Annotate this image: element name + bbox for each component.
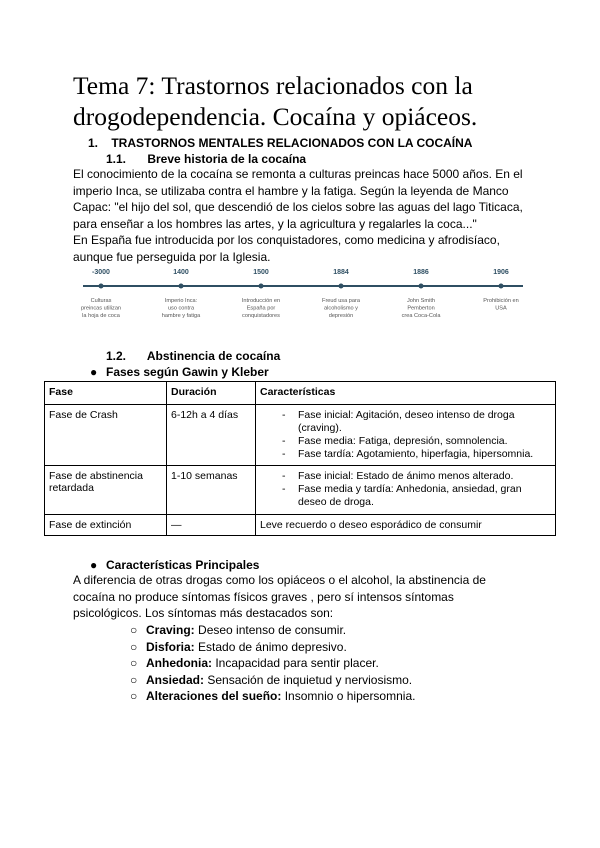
- section-1-2-number: 1.2.: [106, 349, 127, 363]
- cell-caracteristicas: Leve recuerdo o deseo esporádico de consumir: [256, 515, 556, 536]
- table-row: [45, 405, 556, 466]
- list-item: [130, 688, 415, 705]
- timeline-caption: Pemberton: [407, 305, 435, 312]
- timeline-year: 1500: [253, 269, 269, 276]
- section-1-number: 1.: [88, 136, 99, 150]
- symptom-desc: Deseo intenso de consumir.: [198, 623, 347, 637]
- table-row: [45, 515, 556, 536]
- cell-fase: Fase de abstinencia retardada: [45, 466, 167, 515]
- timeline-year: 1884: [333, 269, 349, 276]
- section-1-1-heading: [106, 152, 306, 166]
- cell-duracion: 1-10 semanas: [167, 466, 256, 515]
- circle-bullet-icon: ○: [130, 656, 138, 670]
- symptom-desc: Incapacidad para sentir placer.: [215, 656, 379, 670]
- text-line: imperio Inca, se utilizaba contra el hambre y la fatiga. Según la leyenda de Manco: [73, 183, 509, 198]
- list-item: [130, 655, 415, 672]
- bullet-caracteristicas: [90, 558, 259, 572]
- bullet-dot: ●: [90, 365, 98, 379]
- timeline-marker: [179, 284, 184, 289]
- text-line: En España fue introducida por los conquistadores, como medicina y afrodisíaco,: [73, 233, 500, 247]
- list-item: [130, 622, 415, 639]
- timeline-marker: [339, 284, 344, 289]
- timeline-year: 1906: [493, 269, 509, 276]
- timeline-caption: preincas utilizan: [80, 305, 122, 312]
- timeline-caption: USA: [495, 305, 507, 312]
- section-1-1-number: 1.1.: [106, 152, 127, 166]
- text-line: cocaína no produce síntomas físicos graves , pero sí intensos síntomas: [73, 589, 454, 604]
- timeline-caption: alcoholismo y: [324, 305, 358, 312]
- cell-caracteristicas: [256, 405, 556, 466]
- bullet-dot: ●: [90, 558, 98, 572]
- timeline-caption: conquistadores: [242, 313, 280, 319]
- list-item: - Fase inicial: Agitación, deseo intenso de droga (craving).: [298, 409, 551, 435]
- timeline-caption: depresión: [328, 313, 354, 319]
- bullet-caracteristicas-label: Características Principales: [106, 558, 260, 572]
- section-1-2-label: Abstinencia de cocaína: [146, 349, 281, 363]
- timeline-marker: [99, 284, 104, 289]
- characteristics-list: [260, 409, 551, 461]
- timeline-caption: uso contra: [167, 305, 195, 312]
- timeline-caption: John Smith: [407, 298, 435, 304]
- symptom-desc: Insomnio o hipersomnia.: [284, 689, 416, 703]
- circle-bullet-icon: ○: [130, 672, 138, 687]
- timeline-marker: [499, 284, 504, 289]
- cell-duracion: —: [167, 515, 256, 536]
- symptom-term: Alteraciones del sueño:: [146, 689, 282, 703]
- timeline-caption: Culturas: [90, 298, 112, 304]
- characteristics-list: [260, 470, 551, 509]
- bullet-fases: [90, 365, 269, 379]
- circle-bullet-icon: ○: [130, 639, 138, 654]
- text-line: para enseñar a los hombres las artes, y la agricultura y regalarles la coca...": [73, 216, 477, 231]
- section-1-heading: [88, 136, 472, 150]
- table-header-row: [45, 382, 556, 405]
- header-caracteristicas: Características: [256, 382, 556, 405]
- circle-bullet-icon: ○: [130, 623, 138, 637]
- timeline-caption: Introducción en: [241, 298, 281, 304]
- text-line: psicológicos. Los síntomas más destacados son:: [73, 606, 334, 620]
- timeline-year: -3000: [92, 269, 110, 276]
- header-fase: Fase: [45, 382, 167, 405]
- cell-duracion: 6-12h a 4 días: [167, 405, 256, 466]
- history-timeline: [73, 262, 533, 324]
- timeline-caption: crea Coca-Cola: [401, 313, 441, 319]
- section-1-1-label: Breve historia de la cocaína: [147, 152, 307, 166]
- history-paragraph: [73, 166, 533, 265]
- table-row: [45, 466, 556, 515]
- cell-fase: Fase de Crash: [45, 405, 167, 466]
- cell-caracteristicas: [256, 466, 556, 515]
- timeline-year: 1400: [173, 269, 189, 276]
- list-item: [130, 672, 415, 689]
- title-line-1: Tema 7: Trastornos relacionados con la: [73, 71, 473, 100]
- section-1-label: TRASTORNOS MENTALES RELACIONADOS CON LA COCAÍNA: [111, 136, 473, 150]
- phases-table: [44, 381, 556, 536]
- list-item: [130, 639, 415, 656]
- text-line: aunque fue perseguida por la Iglesia.: [73, 249, 271, 264]
- symptom-term: Disforia:: [146, 639, 195, 654]
- symptom-term: Ansiedad:: [146, 672, 205, 687]
- symptom-desc: Estado de ánimo depresivo.: [198, 639, 347, 654]
- symptom-term: Craving:: [146, 623, 195, 637]
- timeline-caption: Imperio Inca:: [164, 298, 198, 304]
- section-1-2-heading: [106, 349, 280, 363]
- list-item: - Fase inicial: Estado de ánimo menos alterado.: [298, 470, 551, 483]
- circle-bullet-icon: ○: [130, 689, 138, 703]
- timeline-marker: [259, 284, 264, 289]
- timeline-caption: hambre y fatiga: [161, 313, 201, 319]
- timeline-marker: [419, 284, 424, 289]
- page-title: [73, 70, 553, 132]
- bullet-fases-label: Fases según Gawin y Kleber: [106, 365, 269, 379]
- timeline-caption: Prohibición en: [483, 298, 519, 304]
- symptoms-list: [130, 622, 415, 705]
- timeline-caption: España por: [246, 305, 276, 312]
- text-line: A diferencia de otras drogas como los opiáceos o el alcohol, la abstinencia de: [73, 573, 486, 587]
- header-duracion: Duración: [167, 382, 256, 405]
- cell-fase: Fase de extinción: [45, 515, 167, 536]
- symptom-term: Anhedonia:: [146, 656, 212, 670]
- text-line: Capac: "el hijo del sol, que descendió de los cielos sobre las aguas del lago Titicaca,: [73, 200, 523, 214]
- symptom-desc: Sensación de inquietud y nerviosismo.: [207, 672, 413, 687]
- timeline-caption: la hoja de coca: [82, 313, 120, 319]
- timeline-year: 1886: [413, 269, 429, 276]
- abstinence-paragraph: [73, 572, 533, 622]
- title-line-2: drogodependencia. Cocaína y opiáceos.: [73, 102, 478, 131]
- text-line: El conocimiento de la cocaína se remonta a culturas preincas hace 5000 años. En el: [73, 167, 523, 181]
- list-item: - Fase media: Fatiga, depresión, somnolencia.: [298, 435, 551, 448]
- list-item: - Fase tardía: Agotamiento, hiperfagia, hipersomnia.: [298, 448, 551, 461]
- timeline-caption: Freud usa para: [322, 298, 360, 304]
- list-item: - Fase media y tardía: Anhedonia, ansiedad, gran deseo de droga.: [298, 483, 551, 509]
